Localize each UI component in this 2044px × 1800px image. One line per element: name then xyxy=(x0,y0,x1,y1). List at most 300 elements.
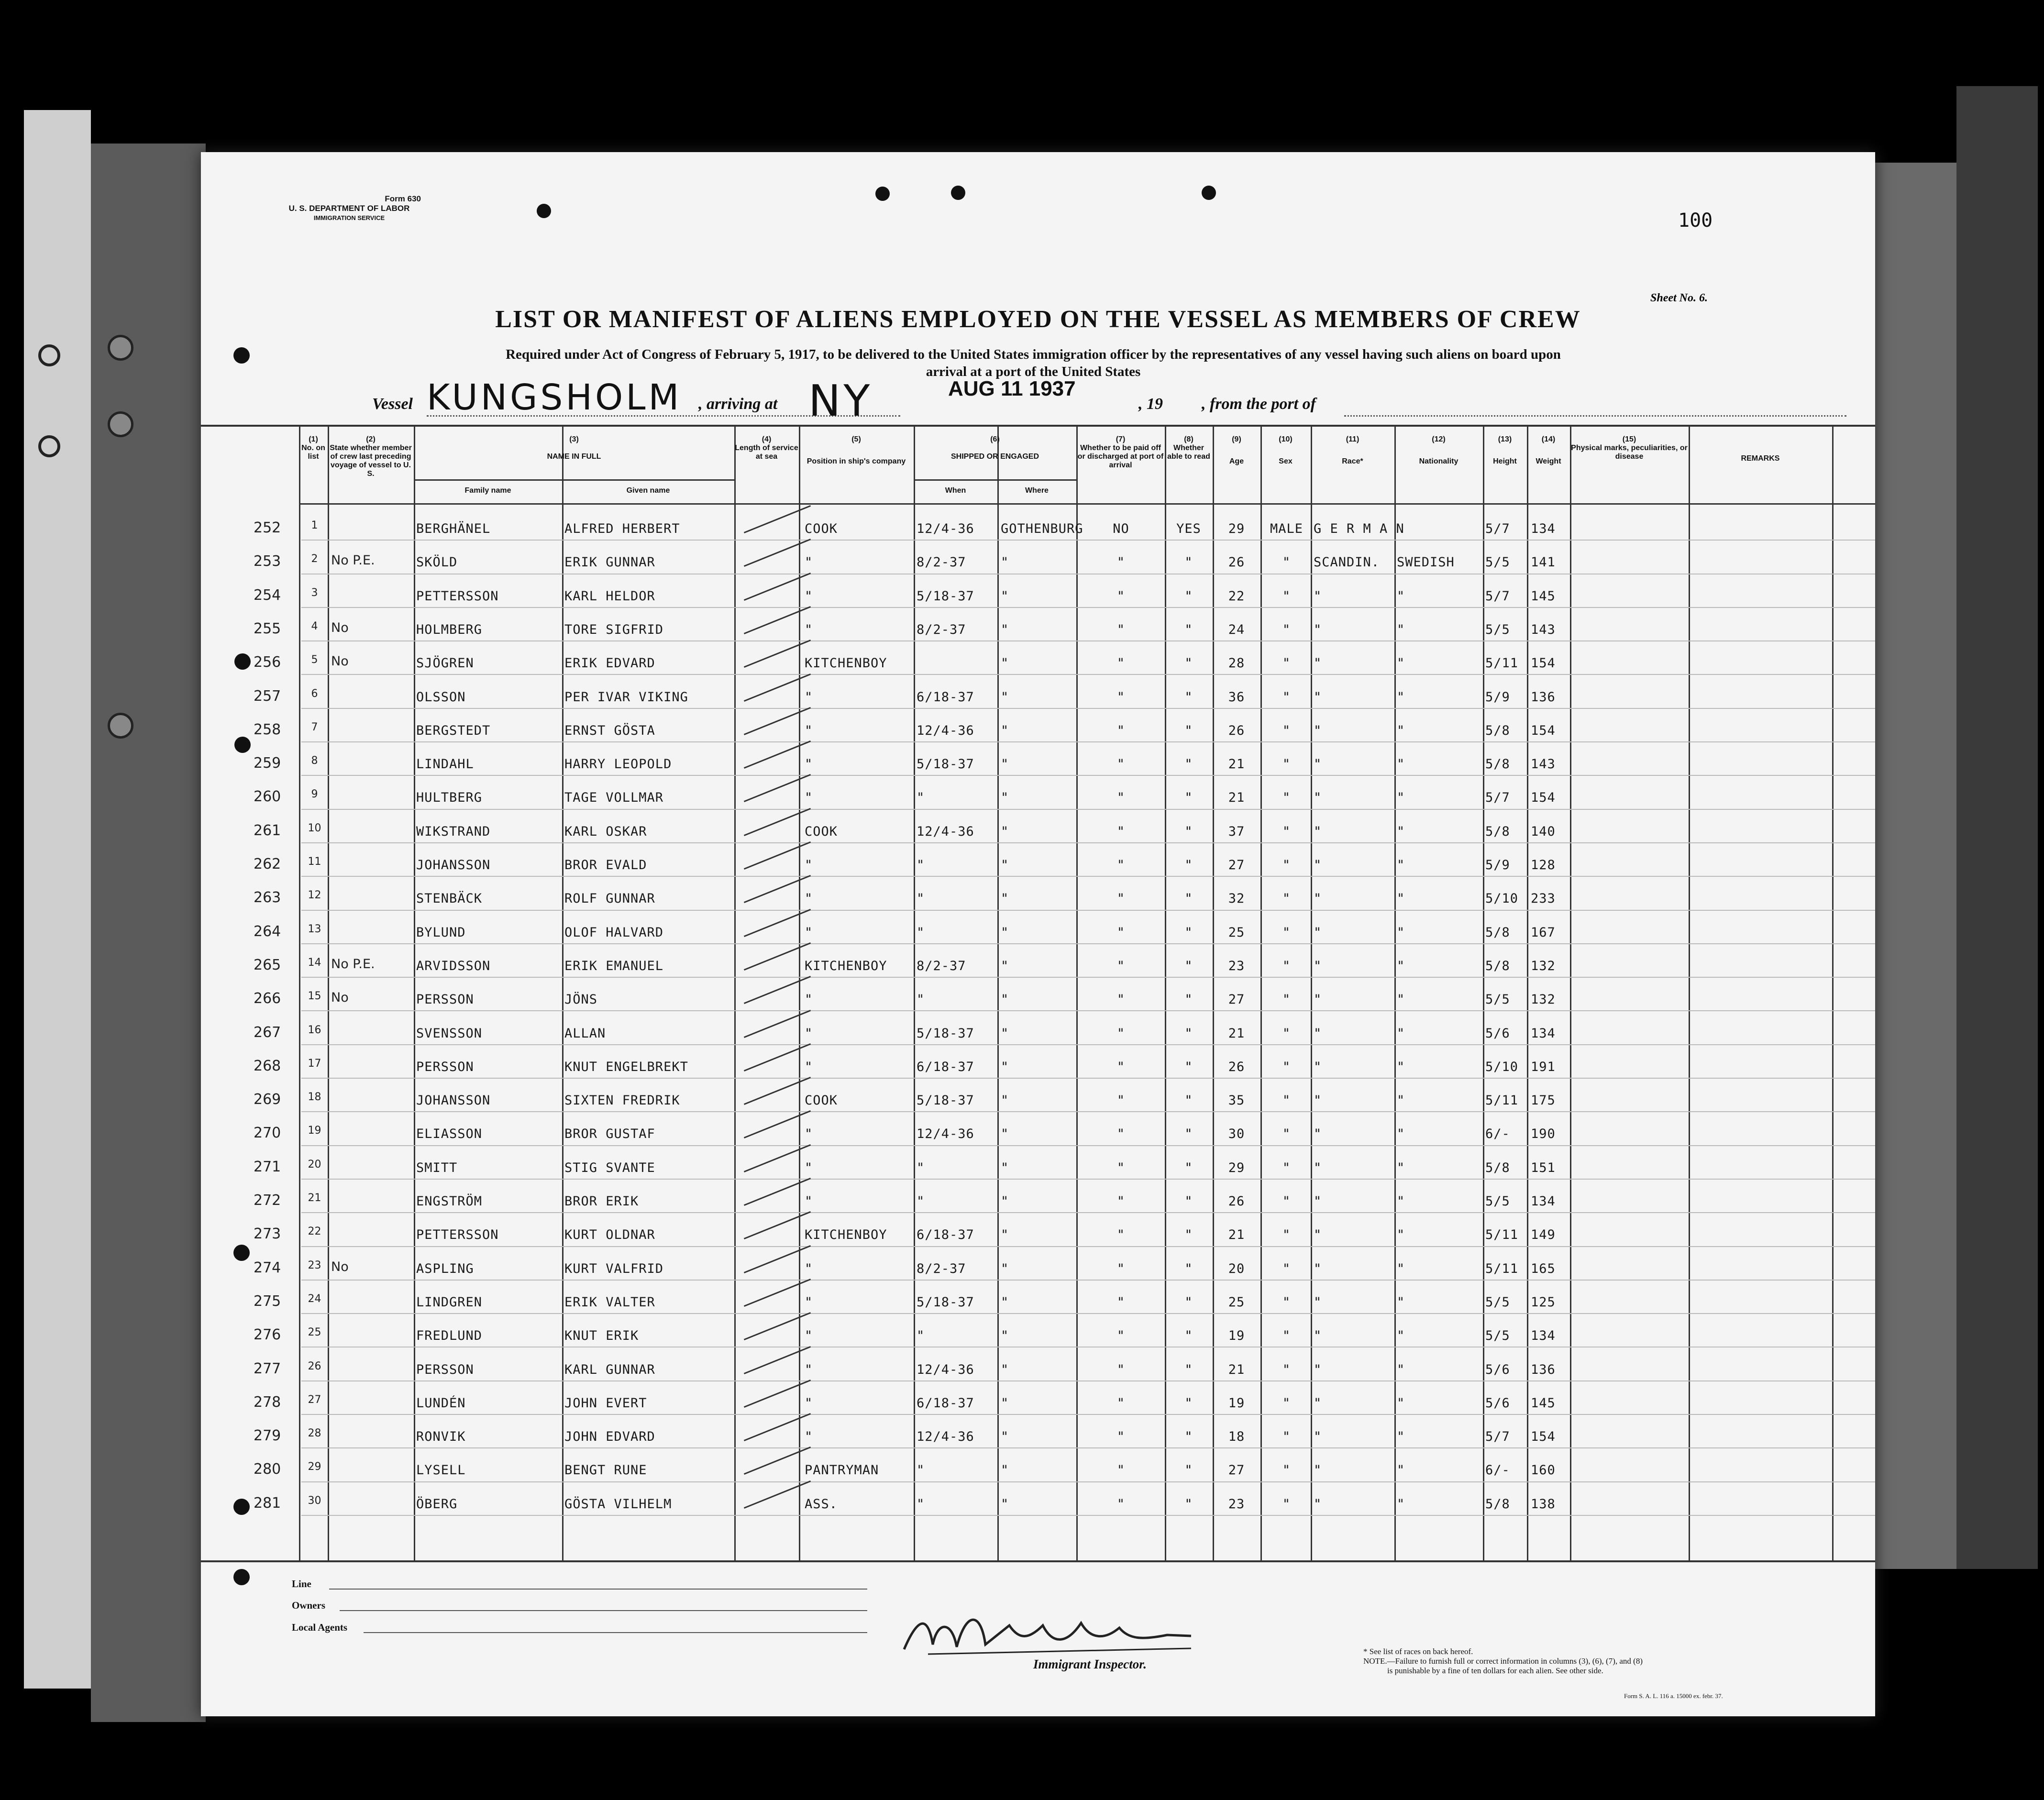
cell-when: 6/18-37 xyxy=(917,1227,974,1243)
cell-age: 25 xyxy=(1228,1294,1245,1310)
col-header-age: (9) Age xyxy=(1229,435,1244,465)
cell-no: 20 xyxy=(308,1158,321,1171)
service-length-tick-mark xyxy=(744,674,811,702)
cell-when: 5/18-37 xyxy=(917,1294,974,1310)
cell-where: " xyxy=(1001,1463,1009,1478)
cell-given: JOHN EVERT xyxy=(564,1395,647,1411)
cell-paid: " xyxy=(1116,1160,1126,1175)
local-agents-label: Local Agents xyxy=(292,1622,348,1633)
cell-sex: " xyxy=(1282,1026,1291,1041)
sheet-number: Sheet No. 6. xyxy=(1650,292,1708,304)
margin-sequence-number: 269 xyxy=(254,1091,281,1108)
cell-race: " xyxy=(1314,1328,1322,1344)
cell-when: " xyxy=(917,1463,925,1478)
cell-family: ASPLING xyxy=(416,1261,474,1276)
cell-read: " xyxy=(1184,1227,1193,1243)
service-length-tick-mark xyxy=(744,707,811,735)
cell-age: 29 xyxy=(1228,521,1245,536)
cell-where: " xyxy=(1001,824,1009,839)
cell-race: " xyxy=(1314,1126,1322,1142)
cell-paid: " xyxy=(1116,1093,1126,1108)
cell-age: 21 xyxy=(1228,1227,1245,1243)
cell-given: ALFRED HERBERT xyxy=(564,521,680,536)
cell-paid: " xyxy=(1116,790,1126,806)
table-row xyxy=(201,574,1875,608)
form-number: Form 630 xyxy=(385,194,421,203)
cell-given: BENGT RUNE xyxy=(564,1463,647,1478)
cell-when: 8/2-37 xyxy=(917,958,966,973)
cell-race: " xyxy=(1314,1026,1322,1041)
cell-given: ERIK EMANUEL xyxy=(564,958,664,973)
table-row xyxy=(201,675,1875,709)
cell-where: " xyxy=(1001,1194,1009,1209)
cell-position: " xyxy=(805,1429,813,1445)
cell-age: 19 xyxy=(1228,1328,1245,1344)
cell-race: " xyxy=(1314,1059,1322,1074)
cell-paid: " xyxy=(1116,622,1126,637)
cell-no: 1 xyxy=(311,519,318,531)
service-length-tick-mark xyxy=(744,640,811,668)
cell-where: " xyxy=(1001,1160,1009,1175)
cell-given: ERNST GÖSTA xyxy=(564,723,655,738)
service-length-tick-mark xyxy=(744,1279,811,1307)
cell-position: COOK xyxy=(805,824,838,839)
cell-paid: " xyxy=(1116,824,1126,839)
margin-sequence-number: 265 xyxy=(254,956,281,973)
punch-hole-icon xyxy=(108,335,133,361)
cell-when: 8/2-37 xyxy=(917,1261,966,1276)
cell-height: 5/5 xyxy=(1485,1294,1510,1310)
cell-when: 12/4-36 xyxy=(917,521,974,536)
cell-height: 5/7 xyxy=(1485,521,1510,536)
cell-paid: " xyxy=(1116,588,1126,604)
cell-no: 30 xyxy=(308,1494,321,1507)
cell-sex: " xyxy=(1282,1126,1291,1142)
cell-sex: " xyxy=(1282,958,1291,973)
service-length-tick-mark xyxy=(744,740,811,769)
cell-nationality: " xyxy=(1397,958,1405,973)
cell-read: " xyxy=(1184,1194,1193,1209)
col-header-weight: (14) Weight xyxy=(1536,435,1561,465)
cell-where: " xyxy=(1001,1294,1009,1310)
margin-sequence-number: 264 xyxy=(254,923,281,940)
cell-height: 5/11 xyxy=(1485,1261,1519,1276)
cell-weight: 190 xyxy=(1531,1126,1556,1142)
cell-race: " xyxy=(1314,757,1322,772)
cell-position: " xyxy=(805,925,813,940)
col-header-height: (13) Height xyxy=(1493,435,1517,465)
cell-weight: 141 xyxy=(1531,555,1556,570)
cell-family: BERGSTEDT xyxy=(416,723,491,738)
cell-paid: " xyxy=(1116,689,1126,705)
margin-sequence-number: 263 xyxy=(254,889,281,906)
cell-no: 4 xyxy=(311,620,318,632)
cell-given: TORE SIGFRID xyxy=(564,622,664,637)
year-label: , 19 xyxy=(1138,395,1163,413)
cell-family: SVENSSON xyxy=(416,1026,483,1041)
cell-where: " xyxy=(1001,1026,1009,1041)
service-length-tick-mark xyxy=(744,875,811,903)
cell-family: SKÖLD xyxy=(416,555,458,570)
cell-position: " xyxy=(805,1126,813,1142)
margin-sequence-number: 278 xyxy=(254,1393,281,1411)
cell-family: FREDLUND xyxy=(416,1328,483,1344)
cell-given: BROR ERIK xyxy=(564,1194,639,1209)
cell-race: SCANDIN. xyxy=(1314,555,1380,570)
table-row xyxy=(201,1482,1875,1516)
cell-race: " xyxy=(1314,992,1322,1007)
cell-given: ALLAN xyxy=(564,1026,606,1041)
cell-no: 19 xyxy=(308,1125,321,1137)
cell-read: " xyxy=(1184,1160,1193,1175)
cell-age: 26 xyxy=(1228,1194,1245,1209)
cell-position: " xyxy=(805,1026,813,1041)
cell-family: ENGSTRÖM xyxy=(416,1194,483,1209)
col-header-position: (5) Position in ship's company xyxy=(807,435,906,465)
cell-nationality: " xyxy=(1397,1294,1405,1310)
cell-family: BERGHÄNEL xyxy=(416,521,491,536)
cell-weight: 143 xyxy=(1531,757,1556,772)
cell-paid: " xyxy=(1116,858,1126,872)
cell-race: G E R M A N xyxy=(1314,521,1404,536)
arriving-port: NY xyxy=(808,376,873,426)
cell-height: 5/8 xyxy=(1485,1496,1510,1512)
cell-given: ERIK GUNNAR xyxy=(564,555,655,570)
cell-sex: " xyxy=(1282,588,1291,604)
cell-sex: " xyxy=(1282,1261,1291,1276)
cell-sex: MALE xyxy=(1270,521,1304,536)
cell-family: ELIASSON xyxy=(416,1126,483,1142)
cell-when: " xyxy=(917,1496,925,1512)
cell-age: 23 xyxy=(1228,958,1245,973)
arriving-label: , arriving at xyxy=(698,395,778,413)
cell-nationality: " xyxy=(1397,1429,1405,1445)
cell-weight: 134 xyxy=(1531,521,1556,536)
cell-age: 21 xyxy=(1228,790,1245,806)
cell-family: LINDAHL xyxy=(416,757,474,772)
cell-height: 5/7 xyxy=(1485,1429,1510,1445)
from-port-fill-rule xyxy=(1344,415,1846,417)
cell-nationality: " xyxy=(1397,757,1405,772)
cell-when: 6/18-37 xyxy=(917,1059,974,1074)
cell-no: 3 xyxy=(311,586,318,599)
cell-paid: " xyxy=(1116,925,1126,940)
cell-weight: 154 xyxy=(1531,723,1556,738)
cell-no: 13 xyxy=(308,923,321,935)
cell-no: 27 xyxy=(308,1393,321,1406)
cell-given: GÖSTA VILHELM xyxy=(564,1496,672,1512)
col-header-name: (3) NAME IN FULL xyxy=(547,435,601,461)
punch-hole-icon xyxy=(233,347,250,364)
cell-race: " xyxy=(1314,689,1322,705)
cell-position: COOK xyxy=(805,1093,838,1108)
cell-age: 21 xyxy=(1228,1362,1245,1377)
cell-height: 5/5 xyxy=(1485,555,1510,570)
cell-no: 9 xyxy=(311,788,318,801)
cell-sex: " xyxy=(1282,1496,1291,1512)
cell-position: KITCHENBOY xyxy=(805,1227,887,1243)
cell-paid: " xyxy=(1116,1463,1126,1478)
cell-given: HARRY LEOPOLD xyxy=(564,757,672,772)
cell-nationality: " xyxy=(1397,1395,1405,1411)
cell-family: WIKSTRAND xyxy=(416,824,491,839)
service-length-tick-mark xyxy=(744,909,811,937)
table-row xyxy=(201,843,1875,877)
cell-no: 28 xyxy=(308,1427,321,1440)
cell-height: 5/5 xyxy=(1485,992,1510,1007)
service-length-tick-mark xyxy=(744,505,811,533)
cell-no: 29 xyxy=(308,1461,321,1473)
vessel-label: Vessel xyxy=(372,395,413,413)
cell-read: " xyxy=(1184,1261,1193,1276)
cell-age: 26 xyxy=(1228,1059,1245,1074)
cell-when: 6/18-37 xyxy=(917,1395,974,1411)
margin-sequence-number: 271 xyxy=(254,1158,281,1175)
col-header-previous-voyage: (2) State whether member of crew last preceding voyage of vessel to U. S. xyxy=(330,435,412,478)
cell-sex: " xyxy=(1282,925,1291,940)
service-length-tick-mark xyxy=(744,774,811,802)
cell-weight: 138 xyxy=(1531,1496,1556,1512)
table-row xyxy=(201,1448,1875,1482)
cell-family: HULTBERG xyxy=(416,790,483,806)
cell-height: 5/11 xyxy=(1485,1093,1519,1108)
cell-where: " xyxy=(1001,992,1009,1007)
cell-position: " xyxy=(805,622,813,637)
cell-nationality: " xyxy=(1397,1261,1405,1276)
service-length-tick-mark xyxy=(744,1077,811,1105)
cell-family: PETTERSSON xyxy=(416,1227,499,1243)
cell-sex: " xyxy=(1282,689,1291,705)
service-length-tick-mark xyxy=(744,1312,811,1340)
cell-given: JOHN EDVARD xyxy=(564,1429,655,1445)
margin-sequence-number: 252 xyxy=(254,519,281,536)
service-length-tick-mark xyxy=(744,1480,811,1509)
margin-sequence-number: 268 xyxy=(254,1057,281,1074)
cell-family: HOLMBERG xyxy=(416,622,483,637)
service-label: IMMIGRATION SERVICE xyxy=(313,214,385,221)
cell-sex: " xyxy=(1282,1227,1291,1243)
col-header-service-length: (4) Length of service at sea xyxy=(735,435,798,461)
cell-given: ROLF GUNNAR xyxy=(564,891,655,906)
cell-given: PER IVAR VIKING xyxy=(564,689,688,705)
cell-where: " xyxy=(1001,1496,1009,1512)
cell-position: " xyxy=(805,757,813,772)
cell-when: 12/4-36 xyxy=(917,1429,974,1445)
cell-age: 24 xyxy=(1228,622,1245,637)
table-row xyxy=(201,1348,1875,1382)
cell-position: " xyxy=(805,858,813,872)
cell-given: KARL GUNNAR xyxy=(564,1362,655,1377)
cell-where: " xyxy=(1001,1362,1009,1377)
cell-when: " xyxy=(917,790,925,806)
cell-age: 23 xyxy=(1228,1496,1245,1512)
cell-family: LINDGREN xyxy=(416,1294,483,1310)
cell-race: " xyxy=(1314,891,1322,906)
cell-nationality: " xyxy=(1397,689,1405,705)
cell-weight: 145 xyxy=(1531,588,1556,604)
col-header-race: (11) Race* xyxy=(1342,435,1363,465)
table-row xyxy=(201,1415,1875,1449)
cell-weight: 167 xyxy=(1531,925,1556,940)
cell-age: 35 xyxy=(1228,1093,1245,1108)
manifest-page xyxy=(201,152,1875,1716)
cell-weight: 140 xyxy=(1531,824,1556,839)
cell-sex: " xyxy=(1282,858,1291,872)
cell-position: ASS. xyxy=(805,1496,838,1512)
service-length-tick-mark xyxy=(744,1380,811,1408)
cell-weight: 175 xyxy=(1531,1093,1556,1108)
cell-race: " xyxy=(1314,1429,1322,1445)
cell-where: " xyxy=(1001,925,1009,940)
table-row xyxy=(201,1180,1875,1214)
cell-height: 5/5 xyxy=(1485,622,1510,637)
punch-hole-icon xyxy=(537,204,551,218)
cell-height: 5/5 xyxy=(1485,1328,1510,1344)
page-title: LIST OR MANIFEST OF ALIENS EMPLOYED ON THE VESSEL AS MEMBERS OF CREW xyxy=(495,306,1581,333)
cell-paid: " xyxy=(1116,1294,1126,1310)
col-header-where: Where xyxy=(1025,486,1049,495)
cell-position: " xyxy=(805,588,813,604)
cell-height: 5/6 xyxy=(1485,1362,1510,1377)
cell-age: 18 xyxy=(1228,1429,1245,1445)
cell-given: KNUT ENGELBREKT xyxy=(564,1059,688,1074)
cell-where: " xyxy=(1001,1227,1009,1243)
table-row xyxy=(201,978,1875,1012)
cell-paid: " xyxy=(1116,656,1126,671)
col-header-given-name: Given name xyxy=(626,486,670,495)
cell-where: " xyxy=(1001,1429,1009,1445)
service-length-tick-mark xyxy=(744,808,811,836)
cell-given: KARL OSKAR xyxy=(564,824,647,839)
cell-position: " xyxy=(805,992,813,1007)
cell-paid: " xyxy=(1116,723,1126,738)
cell-where: " xyxy=(1001,790,1009,806)
cell-when: " xyxy=(917,992,925,1007)
cell-nationality: " xyxy=(1397,1126,1405,1142)
cell-position: " xyxy=(805,723,813,738)
cell-race: " xyxy=(1314,656,1322,671)
cell-age: 36 xyxy=(1228,689,1245,705)
form-code: Form S. A. L. 116 a. 15000 ex. febr. 37. xyxy=(1624,1692,1723,1700)
cell-race: " xyxy=(1314,1160,1322,1175)
table-row xyxy=(201,944,1875,978)
cell-when: 5/18-37 xyxy=(917,1026,974,1041)
cell-no: 25 xyxy=(308,1326,321,1339)
service-length-tick-mark xyxy=(744,1178,811,1206)
cell-prev: No xyxy=(331,620,349,635)
cell-paid: " xyxy=(1116,1362,1126,1377)
cell-given: BROR GUSTAF xyxy=(564,1126,655,1142)
cell-position: " xyxy=(805,1362,813,1377)
cell-read: " xyxy=(1184,1126,1193,1142)
cell-where: " xyxy=(1001,723,1009,738)
service-length-tick-mark xyxy=(744,1110,811,1138)
cell-given: KURT OLDNAR xyxy=(564,1227,655,1243)
cell-sex: " xyxy=(1282,1160,1291,1175)
cell-race: " xyxy=(1314,824,1322,839)
race-footnote: * See list of races on back hereof. xyxy=(1363,1647,1473,1656)
cell-weight: 233 xyxy=(1531,891,1556,906)
cell-weight: 132 xyxy=(1531,992,1556,1007)
cell-read: " xyxy=(1184,723,1193,738)
margin-sequence-number: 273 xyxy=(254,1226,281,1243)
page-subtitle xyxy=(316,346,1751,380)
cell-sex: " xyxy=(1282,757,1291,772)
cell-given: KARL HELDOR xyxy=(564,588,655,604)
col-header-when: When xyxy=(945,486,966,495)
table-row xyxy=(201,776,1875,810)
table-row xyxy=(201,911,1875,945)
cell-read: " xyxy=(1184,925,1193,940)
cell-age: 20 xyxy=(1228,1261,1245,1276)
cell-position: " xyxy=(805,1059,813,1074)
cell-position: " xyxy=(805,1395,813,1411)
cell-family: JOHANSSON xyxy=(416,858,491,872)
cell-family: LUNDÉN xyxy=(416,1395,466,1411)
cell-no: 7 xyxy=(311,721,318,733)
cell-when: " xyxy=(917,1194,925,1209)
cell-height: 5/10 xyxy=(1485,891,1519,906)
cell-no: 6 xyxy=(311,687,318,700)
cell-read: " xyxy=(1184,1026,1193,1041)
cell-read: " xyxy=(1184,757,1193,772)
cell-race: " xyxy=(1314,1294,1322,1310)
col-header-paid-off: (7) Whether to be paid off or discharged at port of arrival xyxy=(1077,435,1164,469)
cell-no: 16 xyxy=(308,1024,321,1036)
cell-nationality: " xyxy=(1397,1362,1405,1377)
cell-race: " xyxy=(1314,1227,1322,1243)
cell-nationality: " xyxy=(1397,925,1405,940)
cell-no: 22 xyxy=(308,1226,321,1238)
table-row xyxy=(201,877,1875,911)
cell-weight: 154 xyxy=(1531,656,1556,671)
binder-ring-icon xyxy=(38,344,60,366)
cell-race: " xyxy=(1314,588,1322,604)
cell-height: 5/8 xyxy=(1485,1160,1510,1175)
cell-when: 12/4-36 xyxy=(917,824,974,839)
table-row xyxy=(201,641,1875,675)
cell-position: " xyxy=(805,1261,813,1276)
cell-sex: " xyxy=(1282,1429,1291,1445)
cell-height: 5/9 xyxy=(1485,858,1510,872)
cell-read: " xyxy=(1184,588,1193,604)
cell-weight: 132 xyxy=(1531,958,1556,973)
cell-height: 5/5 xyxy=(1485,1194,1510,1209)
margin-sequence-number: 253 xyxy=(254,553,281,570)
cell-prev: No xyxy=(331,1259,349,1274)
cell-nationality: " xyxy=(1397,858,1405,872)
cell-position: KITCHENBOY xyxy=(805,656,887,671)
cell-read: " xyxy=(1184,1328,1193,1344)
service-length-tick-mark xyxy=(744,942,811,971)
service-length-tick-mark xyxy=(744,539,811,567)
cell-no: 8 xyxy=(311,755,318,767)
cell-where: " xyxy=(1001,689,1009,705)
cell-sex: " xyxy=(1282,1093,1291,1108)
col-header-able-to-read: (8) Whether able to read xyxy=(1167,435,1210,461)
penalty-note-2: is punishable by a fine of ten dollars for each alien. See other side. xyxy=(1387,1666,1603,1675)
form-header xyxy=(277,194,421,223)
cell-race: " xyxy=(1314,790,1322,806)
cell-age: 26 xyxy=(1228,723,1245,738)
table-row xyxy=(201,810,1875,844)
cell-weight: 128 xyxy=(1531,858,1556,872)
cell-no: 14 xyxy=(308,956,321,969)
cell-position: COOK xyxy=(805,521,838,536)
cell-height: 6/- xyxy=(1485,1126,1510,1142)
cell-family: RONVIK xyxy=(416,1429,466,1445)
cell-given: TAGE VOLLMAR xyxy=(564,790,664,806)
